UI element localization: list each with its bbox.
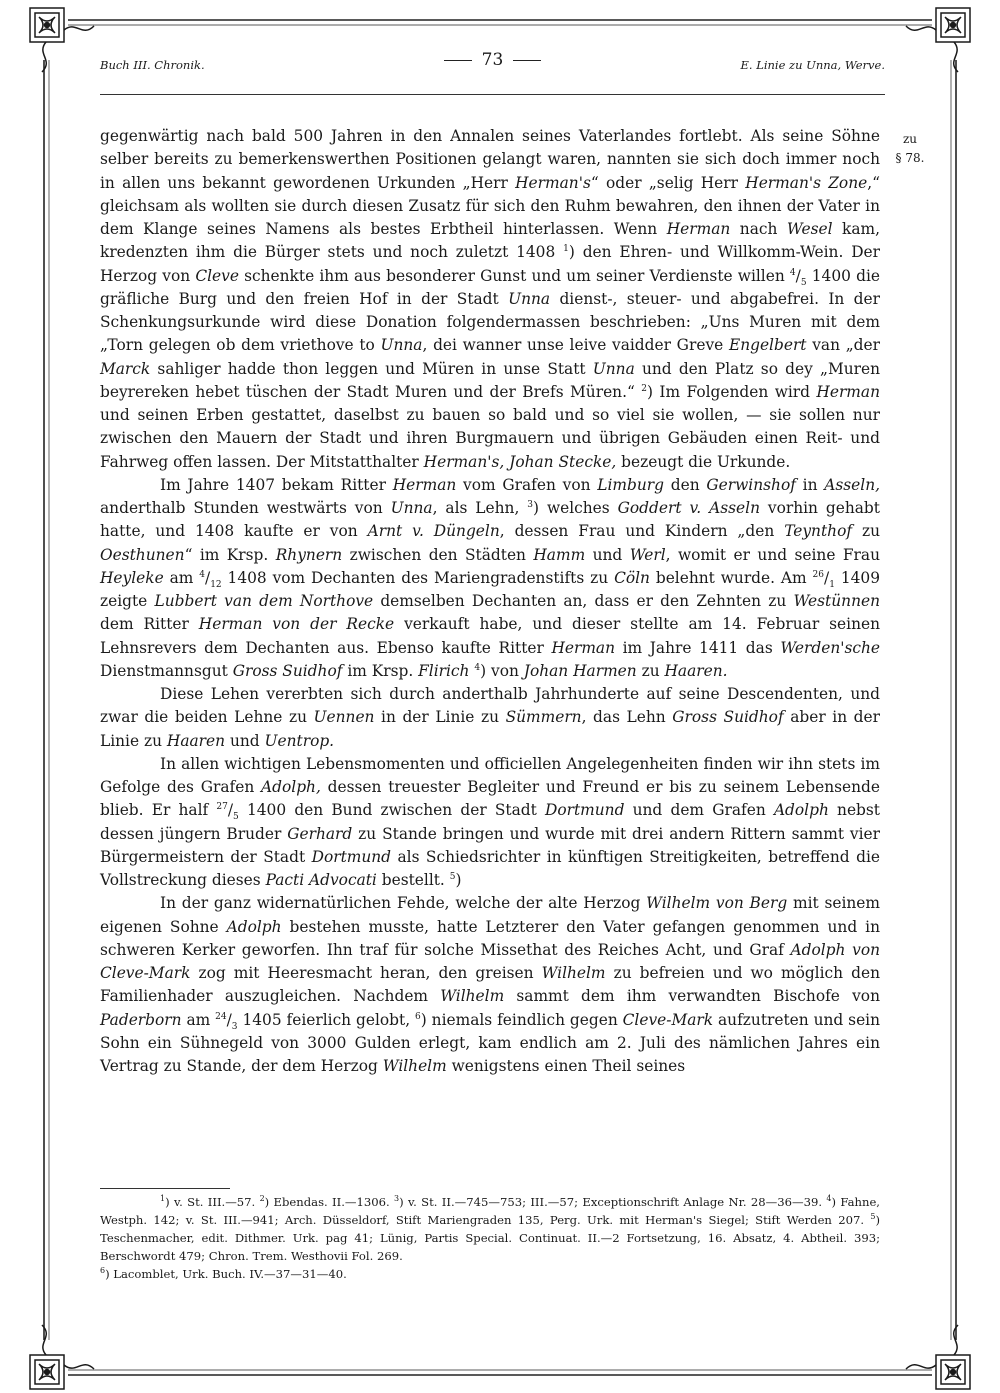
text-run: aufzutreten und sein Sohn ein Sühnegeld von 3000 Gulden erlegt, kam endlich am 2. Juli des nämlichen Jahres ein Vertrag zu Stande, der dem Herzog (100, 1010, 881, 1075)
italic-name: Werl (629, 545, 666, 564)
superscript-marker: 4 (474, 662, 481, 673)
superscript-marker: 2 (641, 383, 647, 394)
text-run: dem Ritter (100, 615, 199, 634)
margin-note-line2: § 78. (895, 151, 925, 165)
text-run: ) Im Folgenden wird (647, 382, 817, 401)
italic-name: Adolph, (261, 778, 321, 796)
italic-name: Lubbert van dem Northove (154, 592, 374, 610)
text-run: sammt dem ihm verwandten Bischofe von (504, 987, 880, 1006)
italic-name: Herman's, Johan Stecke, (423, 452, 617, 471)
italic-name: Cleve-Mark (622, 1010, 714, 1029)
footnote (100, 1265, 880, 1283)
italic-name: Wilhelm (382, 1057, 447, 1075)
text-run: dessen treuester Begleiter und Freund er bis zu seinem Lebensende blieb. Er half (100, 778, 880, 820)
text-run: zu befreien und wo möglich den Familienhader auszugleichen. Nachdem (100, 964, 880, 1006)
text-run: , das Lehn (581, 708, 673, 727)
italic-name: Wilhelm (440, 987, 505, 1006)
corner-ornament-top-left (30, 8, 94, 72)
text-run: ) v. St. II.—745—753; III.—57; Exceptionschrift Anlage Nr. 28—36—39. (399, 1195, 827, 1209)
superscript-marker: 6 (100, 1266, 106, 1275)
text-run: ) Lacomblet, Urk. Buch. IV.—37—31—40. (105, 1267, 347, 1281)
text-run: 1400 den Bund zwischen der Stadt (238, 801, 545, 820)
superscript-marker: 24 (215, 1011, 227, 1022)
text-run: ) den Ehren- und Willkomm-Wein. Der Herzog von (100, 243, 880, 285)
italic-name: Pacti Advocati (265, 871, 377, 889)
italic-name: Werden'sche (780, 638, 881, 657)
text-run: den (663, 475, 707, 494)
italic-name: Gerhard (287, 824, 353, 843)
text-run: vom Grafen von (456, 475, 598, 494)
text-run: / (227, 801, 234, 820)
italic-name: Engelbert (728, 336, 807, 355)
italic-name: Oesthunen (100, 545, 185, 564)
italic-name: Rhynern (275, 545, 343, 564)
italic-name: Cöln (614, 568, 650, 587)
fraction-denominator: 5 (233, 812, 239, 823)
text-run: dienst-, steuer- und abgabefrei. In der Schenkungsurkunde wird diese Donation folgendermassen beschrieben: „Uns Muren mit dem „Torn gelegen ob dem vriethove to (100, 289, 880, 355)
footnote (100, 1193, 880, 1265)
paragraph (100, 125, 880, 474)
text-run: bestellt. (376, 871, 450, 889)
italic-name: Westünnen (793, 592, 880, 610)
paragraph (100, 683, 880, 753)
italic-name: Unna (508, 289, 551, 308)
superscript-marker: 3 (394, 1194, 400, 1203)
text-run: demselben Dechanten an, dass er den Zehnten zu (373, 592, 794, 610)
dash-right (513, 60, 541, 61)
italic-name: Limburg (597, 475, 664, 494)
italic-name: Unna (390, 499, 433, 517)
text-run: und den Platz so dey „Muren beyrereken hebet tüschen der Stadt Muren und der Brefs Müren.“ (100, 359, 880, 401)
italic-name: Cleve (195, 266, 239, 285)
text-run: / (226, 1010, 232, 1029)
header-rule (100, 94, 885, 95)
footnotes (100, 1193, 880, 1283)
italic-name: Herman von der Recke (198, 615, 395, 634)
text-run: ) Ebendas. II.—1306. (264, 1195, 395, 1209)
italic-name: Arnt v. Düngeln (367, 522, 500, 541)
italic-name: Unna (380, 336, 423, 355)
italic-name: Paderborn (100, 1010, 182, 1029)
text-run: “ oder „selig Herr (590, 173, 746, 192)
fraction-denominator: 12 (210, 579, 222, 590)
text-run: van „der (806, 336, 880, 355)
text-run: , womit er und seine Frau (665, 545, 880, 564)
corner-ornament-bottom-right (906, 1325, 970, 1389)
italic-name: Wilhelm von Berg (646, 894, 788, 913)
text-run: vorhin gehabt hatte, und 1408 kaufte er von (100, 499, 880, 541)
superscript-marker: 5 (870, 1212, 876, 1221)
text-run: In der ganz widernatürlichen Fehde, welche der alte Herzog (160, 894, 647, 913)
text-run: und (225, 731, 265, 750)
text-run: ) v. St. III.—57. (165, 1195, 260, 1209)
italic-name: Adolph von Cleve-Mark (100, 940, 880, 982)
italic-name: Haaren. (664, 661, 728, 680)
italic-name: Sümmern (505, 708, 582, 727)
page-number: 73 (481, 50, 504, 70)
text-run: Dienstmannsgut (100, 661, 233, 680)
italic-name: Asseln, (824, 475, 880, 494)
italic-name: Gross Suidhof (672, 708, 784, 727)
italic-name: Dortmund (311, 847, 392, 866)
italic-name: Johan Harmen (523, 661, 637, 680)
italic-name: Adolph (226, 917, 282, 936)
text-run: 1400 die gräfliche Burg und den freien Hof in der Stadt (100, 266, 880, 308)
italic-name: Heyleke (100, 568, 164, 587)
italic-name: Herman (816, 382, 880, 401)
text-run: Diese Lehen vererbten sich durch anderthalb Jahrhunderte auf seine Descendenten, und zwar die beiden Lehne zu (100, 685, 880, 727)
superscript-marker: 2 (259, 1194, 265, 1203)
text-run: 1405 feierlich gelobt, (237, 1010, 416, 1029)
text-run: “ im Krsp. (184, 545, 276, 564)
italic-name: Haaren (166, 731, 226, 750)
superscript-marker: 26 (812, 569, 824, 580)
text-run: verkauft habe, und dieser stellte am 14. Februar seinen Lehnsrevers dem Dechanten aus. Ebenso kaufte Ritter (100, 615, 880, 657)
text-run: am (163, 568, 200, 587)
text-run: in (795, 475, 825, 494)
italic-name: Unna (592, 359, 635, 378)
italic-name: Goddert v. Asseln (617, 499, 760, 517)
margin-note (888, 130, 932, 168)
header-left: Buch III. Chronik. (100, 58, 205, 72)
superscript-marker: 27 (216, 802, 228, 813)
corner-ornament-top-right (906, 8, 970, 72)
text-run: gegenwärtig nach bald 500 Jahren in den Annalen seines Vaterlandes fortlebt. Als seine Söhne selber bereits zu bemerkenswerthen Positionen gelangt waren, nannten sie sich doch immer noch in allen uns bekannt gewordenen Urkunden „Herr (100, 127, 880, 192)
italic-name: Hamm (533, 545, 586, 564)
margin-note-line1: zu (902, 132, 918, 146)
text-run: und seinen Erben gestattet, daselbst zu bauen so bald und so viel sie wollen, — sie sollen nur zwischen den Mauern der Stadt und ihren Burgmauern und übrigen Gebäuden einen Reit- und Fahrweg offen lassen. Der Mitstatthalter (100, 406, 880, 471)
text-run: kam, kredenzten ihm die Bürger stets und noch zuletzt 1408 (100, 220, 880, 262)
italic-name: Wilhelm (541, 964, 606, 982)
text-run: 1408 vom Dechanten des Mariengradenstifts zu (221, 568, 615, 587)
italic-name: Wesel (786, 220, 833, 238)
text-run: zu Stande bringen und wurde mit drei andern Rittern sammt vier Bürgermeistern der Stadt (100, 824, 880, 866)
text-run: mit seinem eigenen Sohne (100, 894, 881, 936)
text-run: anderthalb Stunden westwärts von (100, 499, 391, 517)
text-run: in der Linie zu (374, 708, 506, 727)
running-header (100, 50, 885, 76)
italic-name: Herman (551, 638, 616, 657)
text-run: ,“ gleichsam als wollten sie durch diesen Zusatz für sich den Ruhm bewahren, den ihnen der Vater in dem Klange seines Namens als bestes Erbtheil hinterlassen. Wenn (100, 173, 880, 238)
superscript-marker: 1 (563, 244, 569, 255)
paragraph (100, 474, 880, 683)
text-run: zog mit Heeresmacht heran, den greisen (190, 964, 542, 982)
fraction-denominator: 5 (800, 277, 807, 288)
text-run: zwischen den Städten (342, 545, 534, 564)
text-run: ) von (480, 661, 524, 680)
italic-name: Uentrop. (264, 731, 335, 750)
italic-name: Flirich (418, 661, 470, 680)
header-right: E. Linie zu Unna, Werve. (740, 58, 885, 72)
text-run: schenkte ihm aus besonderer Gunst und um seiner Verdienste willen (238, 266, 790, 285)
paragraph (100, 892, 880, 1078)
italic-name: Herman's (515, 173, 591, 192)
text-run: , als Lehn, (432, 499, 528, 517)
text-run: am (181, 1010, 216, 1029)
body-text (100, 125, 880, 1078)
text-run: nebst dessen jüngern Bruder (100, 801, 880, 843)
fraction-denominator: 1 (829, 579, 835, 590)
text-run: In allen wichtigen Lebensmomenten und officiellen Angelegenheiten finden wir ihn stets im Gefolge des Grafen (100, 754, 880, 796)
text-run: im Jahre 1411 das (615, 638, 781, 657)
superscript-marker: 4 (199, 569, 205, 580)
superscript-marker: 4 (789, 267, 796, 278)
text-run: bestehen musste, hatte Letzterer den Vater gefangen genommen und in schweren Kerker geworfen. Ihn traf für solche Missethat des Reiches Acht, und Graf (100, 917, 880, 959)
italic-name: Adolph (773, 801, 829, 820)
text-run: ) Teschenmacher, edit. Dithmer. Urk. pag 41; Lünig, Partis Special. Continuat. II.—2 Fortsetzung, 16. Absatz, 4. Abtheil. 393; Berschwordt 479; Chron. Trem. Westhovii Fol. 269. (100, 1213, 880, 1263)
text-run: belehnt wurde. Am (649, 568, 813, 587)
text-run: sahliger hadde thon leggen und Müren in unse Statt (150, 359, 593, 378)
text-run: und dem Grafen (624, 801, 774, 820)
text-run: ) (455, 871, 462, 889)
italic-name: Teynthof (784, 522, 853, 541)
italic-name: Herman's Zone (745, 173, 868, 192)
text-run: / (795, 266, 801, 285)
italic-name: Gross Suidhof (232, 661, 343, 680)
text-run: Im Jahre 1407 bekam Ritter (160, 475, 393, 494)
text-run: und (585, 545, 630, 564)
superscript-marker: 3 (527, 500, 534, 510)
italic-name: Herman (666, 220, 731, 238)
italic-name: Gerwinshof (706, 475, 796, 494)
text-run: im Krsp. (342, 661, 419, 680)
text-run: 1409 zeigte (100, 568, 880, 610)
text-run: nach (730, 220, 787, 238)
text-run: als Schiedsrichter in künftigen Streitigkeiten, betreffend die Vollstreckung dieses (100, 847, 880, 889)
superscript-marker: 6 (415, 1011, 421, 1022)
text-run: / (824, 568, 830, 587)
superscript-marker: 5 (449, 872, 456, 882)
italic-name: Marck (100, 359, 151, 378)
text-run: ) welches (533, 499, 618, 517)
fraction-denominator: 3 (231, 1021, 238, 1032)
footnote-rule (100, 1188, 230, 1189)
corner-ornament-bottom-left (30, 1325, 94, 1389)
superscript-marker: 1 (160, 1194, 166, 1203)
italic-name: Herman (392, 475, 457, 494)
text-run: , dei wanner unse leive vaidder Greve (422, 336, 729, 355)
dash-left (444, 60, 472, 61)
text-run: / (205, 568, 211, 587)
italic-name: Uennen (313, 708, 375, 727)
paragraph (100, 753, 880, 893)
italic-name: Dortmund (545, 801, 625, 820)
text-run: ) Fahne, Westph. 142; v. St. III.—941; Arch. Düsseldorf, Stift Mariengraden 135, Perg. Urk. mit Herman's Siegel; Stift Werden 207. (100, 1195, 880, 1227)
text-run: , dessen Frau und Kindern „den (499, 522, 785, 541)
text-run: zu (852, 522, 880, 541)
text-run: wenigstens einen Theil seines (446, 1057, 686, 1075)
superscript-marker: 4 (826, 1194, 832, 1203)
text-run: zu (636, 661, 665, 680)
text-run: bezeugt die Urkunde. (616, 452, 791, 471)
text-run: aber in der Linie zu (100, 708, 880, 750)
text-run: ) niemals feindlich gegen (420, 1010, 623, 1029)
